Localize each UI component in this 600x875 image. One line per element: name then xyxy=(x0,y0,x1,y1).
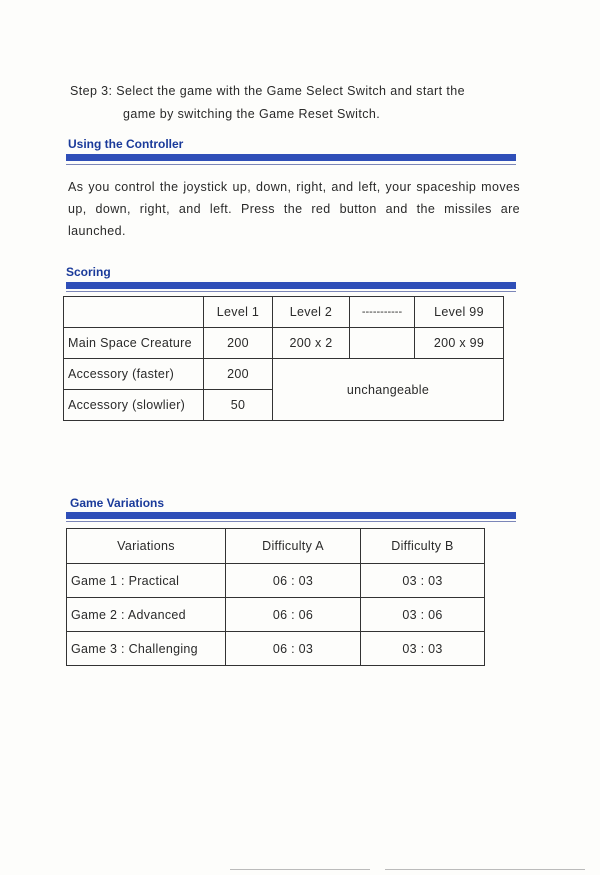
table-row xyxy=(67,598,485,632)
variations-col-difficulty-b: Difficulty B xyxy=(361,529,485,564)
variations-difficulty-a-value: 06 : 06 xyxy=(226,598,361,632)
scoring-col-level-2: Level 2 xyxy=(273,297,350,328)
scoring-corner-cell xyxy=(64,297,204,328)
variations-game-name: Game 1 : Practical xyxy=(67,564,226,598)
scoring-cell: 50 xyxy=(204,390,273,421)
scoring-table xyxy=(63,296,504,421)
page-footer-rule-right xyxy=(385,869,585,870)
scoring-row-label: Accessory (slowlier) xyxy=(64,390,204,421)
step-3-instructions xyxy=(70,80,520,126)
variations-heading-rule xyxy=(66,521,516,522)
table-row xyxy=(67,564,485,598)
scoring-col-level-1: Level 1 xyxy=(204,297,273,328)
step-3-line-1: Step 3: Select the game with the Game Select Switch and start the xyxy=(70,84,465,98)
table-row xyxy=(64,297,504,328)
variations-difficulty-b-value: 03 : 03 xyxy=(361,564,485,598)
table-row xyxy=(64,328,504,359)
variations-heading-band xyxy=(66,512,516,519)
scoring-heading-band xyxy=(66,282,516,289)
controller-heading-rule xyxy=(66,164,516,165)
controller-heading: Using the Controller xyxy=(68,137,184,151)
variations-game-name: Game 3 : Challenging xyxy=(67,632,226,666)
scoring-cell: 200 x 2 xyxy=(273,328,350,359)
variations-table xyxy=(66,528,485,666)
page-footer-rule-left xyxy=(230,869,370,870)
table-row xyxy=(67,632,485,666)
table-row xyxy=(67,529,485,564)
step-3-line-2: game by switching the Game Reset Switch. xyxy=(123,107,381,121)
variations-heading: Game Variations xyxy=(70,496,165,510)
scoring-unchangeable-cell: unchangeable xyxy=(273,359,504,421)
controller-heading-band xyxy=(66,154,516,161)
scoring-heading: Scoring xyxy=(66,265,111,279)
scoring-col-ellipsis: ----------- xyxy=(350,297,415,328)
scoring-heading-rule xyxy=(66,291,516,292)
scoring-cell: 200 x 99 xyxy=(415,328,504,359)
scoring-cell: 200 xyxy=(204,359,273,390)
variations-difficulty-b-value: 03 : 03 xyxy=(361,632,485,666)
scoring-cell: 200 xyxy=(204,328,273,359)
variations-game-name: Game 2 : Advanced xyxy=(67,598,226,632)
variations-difficulty-a-value: 06 : 03 xyxy=(226,632,361,666)
scoring-row-label: Main Space Creature xyxy=(64,328,204,359)
scoring-col-level-99: Level 99 xyxy=(415,297,504,328)
table-row xyxy=(64,359,504,390)
scoring-row-label: Accessory (faster) xyxy=(64,359,204,390)
scoring-cell xyxy=(350,328,415,359)
variations-difficulty-b-value: 03 : 06 xyxy=(361,598,485,632)
variations-difficulty-a-value: 06 : 03 xyxy=(226,564,361,598)
variations-col-variations: Variations xyxy=(67,529,226,564)
variations-col-difficulty-a: Difficulty A xyxy=(226,529,361,564)
controller-paragraph: As you control the joystick up, down, right, and left, your spaceship moves up, down, right, and left. Press the red button and the missiles are launched. xyxy=(68,180,520,238)
